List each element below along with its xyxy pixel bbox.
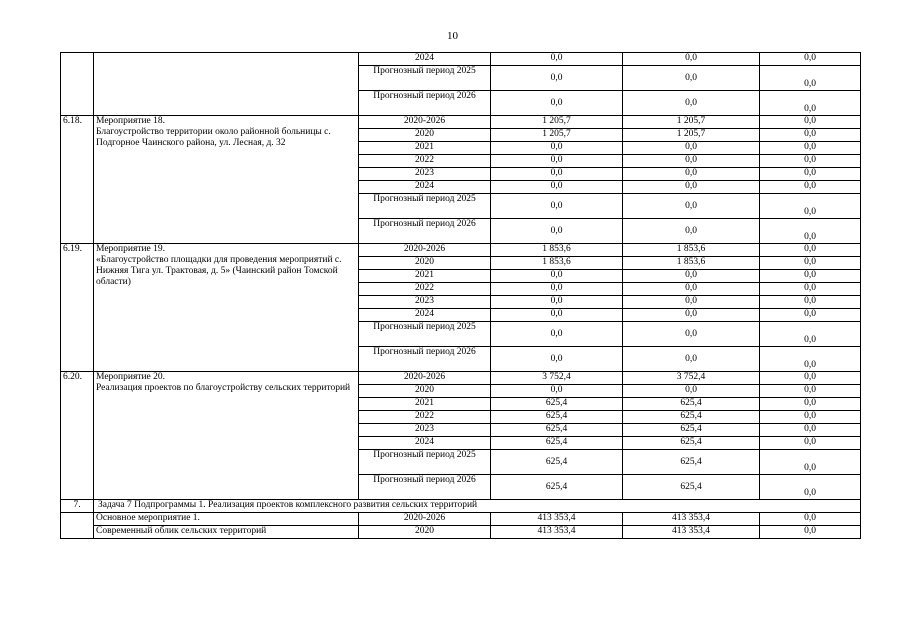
value-cell-v1: 413 353,4	[491, 526, 623, 539]
value-cell-v3: 0,0	[760, 66, 861, 91]
value-cell-v3: 0,0	[760, 513, 861, 526]
value-cell-v1: 0,0	[491, 309, 623, 322]
period-cell: 2022	[359, 283, 491, 296]
period-cell: 2020-2026	[359, 372, 491, 385]
value-cell-v3: 0,0	[760, 53, 861, 66]
value-cell-v2: 1 205,7	[623, 116, 760, 129]
value-cell-v3: 0,0	[760, 116, 861, 129]
value-cell-v3: 0,0	[760, 411, 861, 424]
period-cell: 2023	[359, 168, 491, 181]
task-title: Задача 7 Подпрограммы 1. Реализация проектов комплексного развития сельских территорий	[94, 500, 861, 513]
value-cell-v2: 0,0	[623, 181, 760, 194]
task-row	[61, 500, 861, 513]
value-cell-v2: 1 853,6	[623, 257, 760, 270]
value-cell-v3: 0,0	[760, 283, 861, 296]
table-row	[61, 244, 861, 257]
value-cell-v1: 0,0	[491, 168, 623, 181]
value-cell-v1: 0,0	[491, 66, 623, 91]
value-cell-v1: 0,0	[491, 270, 623, 283]
row-number-cell	[61, 53, 94, 116]
value-cell-v2: 3 752,4	[623, 372, 760, 385]
period-cell: 2020-2026	[359, 513, 491, 526]
value-cell-v3: 0,0	[760, 450, 861, 475]
value-cell-v3: 0,0	[760, 168, 861, 181]
value-cell-v3: 0,0	[760, 155, 861, 168]
value-cell-v3: 0,0	[760, 129, 861, 142]
value-cell-v2: 0,0	[623, 168, 760, 181]
measure-name-cell	[94, 244, 359, 372]
measure-number: 6.20.	[61, 372, 94, 500]
value-cell-v1: 0,0	[491, 347, 623, 372]
page-number: 10	[447, 30, 458, 42]
value-cell-v3: 0,0	[760, 309, 861, 322]
measure-description: Благоустройство территории около районной больницы с. Подгорное Чаинского района, ул. Лесная, д. 32	[96, 127, 331, 148]
value-cell-v2: 625,4	[623, 411, 760, 424]
value-cell-v2: 0,0	[623, 142, 760, 155]
value-cell-v1: 0,0	[491, 142, 623, 155]
value-cell-v2: 0,0	[623, 270, 760, 283]
value-cell-v2: 0,0	[623, 296, 760, 309]
value-cell-v3: 0,0	[760, 385, 861, 398]
measure-name-cell	[94, 116, 359, 244]
value-cell-v2: 0,0	[623, 385, 760, 398]
value-cell-v1: 625,4	[491, 437, 623, 450]
measure-description: «Благоустройство площадки для проведения мероприятий с. Нижняя Тига ул. Трактовая, д. 5» (Чаинский район Томской области)	[96, 255, 342, 287]
budget-table-body	[61, 53, 861, 539]
value-cell-v3: 0,0	[760, 424, 861, 437]
measure-description: Реализация проектов по благоустройству сельских территорий	[96, 383, 351, 393]
period-cell: Прогнозный период 2025	[359, 450, 491, 475]
measure-title: Мероприятие 19.	[96, 244, 166, 254]
measure-name-cell: Современный облик сельских территорий	[94, 526, 359, 539]
value-cell-v1: 3 752,4	[491, 372, 623, 385]
value-cell-v1: 625,4	[491, 475, 623, 500]
value-cell-v2: 625,4	[623, 398, 760, 411]
period-cell: 2024	[359, 309, 491, 322]
period-cell: Прогнозный период 2026	[359, 475, 491, 500]
value-cell-v1: 0,0	[491, 53, 623, 66]
value-cell-v3: 0,0	[760, 475, 861, 500]
row-number-cell	[61, 513, 94, 539]
value-cell-v3: 0,0	[760, 526, 861, 539]
value-cell-v1: 1 205,7	[491, 129, 623, 142]
value-cell-v2: 625,4	[623, 450, 760, 475]
budget-table	[60, 52, 861, 539]
period-cell: 2020	[359, 385, 491, 398]
period-cell: Прогнозный период 2026	[359, 91, 491, 116]
measure-name-cell: Основное мероприятие 1.	[94, 513, 359, 526]
table-row	[61, 116, 861, 129]
period-cell: 2020	[359, 526, 491, 539]
value-cell-v1: 1 853,6	[491, 244, 623, 257]
value-cell-v2: 0,0	[623, 66, 760, 91]
value-cell-v2: 0,0	[623, 219, 760, 244]
value-cell-v3: 0,0	[760, 322, 861, 347]
period-cell: 2020	[359, 129, 491, 142]
value-cell-v2: 625,4	[623, 424, 760, 437]
value-cell-v1: 625,4	[491, 411, 623, 424]
period-cell: 2023	[359, 424, 491, 437]
period-cell: 2023	[359, 296, 491, 309]
table-row	[61, 526, 861, 539]
period-cell: 2022	[359, 155, 491, 168]
value-cell-v3: 0,0	[760, 296, 861, 309]
value-cell-v1: 0,0	[491, 91, 623, 116]
value-cell-v2: 413 353,4	[623, 526, 760, 539]
value-cell-v2: 0,0	[623, 309, 760, 322]
period-cell: 2020	[359, 257, 491, 270]
value-cell-v3: 0,0	[760, 257, 861, 270]
table-row	[61, 513, 861, 526]
period-cell: Прогнозный период 2025	[359, 194, 491, 219]
value-cell-v3: 0,0	[760, 437, 861, 450]
value-cell-v1: 1 205,7	[491, 116, 623, 129]
value-cell-v1: 413 353,4	[491, 513, 623, 526]
value-cell-v3: 0,0	[760, 91, 861, 116]
value-cell-v2: 1 853,6	[623, 244, 760, 257]
period-cell: 2020-2026	[359, 116, 491, 129]
value-cell-v1: 625,4	[491, 424, 623, 437]
value-cell-v1: 0,0	[491, 155, 623, 168]
value-cell-v1: 625,4	[491, 398, 623, 411]
period-cell: 2021	[359, 398, 491, 411]
value-cell-v3: 0,0	[760, 398, 861, 411]
value-cell-v2: 0,0	[623, 347, 760, 372]
measure-name-cell	[94, 372, 359, 500]
value-cell-v3: 0,0	[760, 347, 861, 372]
table-row	[61, 372, 861, 385]
value-cell-v1: 0,0	[491, 181, 623, 194]
period-cell: 2021	[359, 270, 491, 283]
value-cell-v2: 0,0	[623, 194, 760, 219]
value-cell-v1: 625,4	[491, 450, 623, 475]
value-cell-v2: 0,0	[623, 155, 760, 168]
measure-name-cell	[94, 53, 359, 116]
value-cell-v2: 1 205,7	[623, 129, 760, 142]
period-cell: Прогнозный период 2025	[359, 322, 491, 347]
value-cell-v1: 0,0	[491, 296, 623, 309]
period-cell: Прогнозный период 2026	[359, 347, 491, 372]
value-cell-v2: 625,4	[623, 437, 760, 450]
value-cell-v2: 0,0	[623, 53, 760, 66]
value-cell-v3: 0,0	[760, 270, 861, 283]
value-cell-v3: 0,0	[760, 142, 861, 155]
value-cell-v3: 0,0	[760, 181, 861, 194]
period-cell: 2020-2026	[359, 244, 491, 257]
period-cell: Прогнозный период 2026	[359, 219, 491, 244]
value-cell-v1: 0,0	[491, 219, 623, 244]
measure-title: Мероприятие 18.	[96, 116, 166, 126]
period-cell: 2022	[359, 411, 491, 424]
value-cell-v2: 0,0	[623, 283, 760, 296]
period-cell: 2024	[359, 437, 491, 450]
measure-title: Мероприятие 20.	[96, 372, 166, 382]
value-cell-v2: 0,0	[623, 322, 760, 347]
task-number: 7.	[61, 500, 94, 513]
value-cell-v2: 625,4	[623, 475, 760, 500]
period-cell: 2024	[359, 181, 491, 194]
period-cell: 2021	[359, 142, 491, 155]
period-cell: Прогнозный период 2025	[359, 66, 491, 91]
value-cell-v3: 0,0	[760, 194, 861, 219]
value-cell-v2: 0,0	[623, 91, 760, 116]
value-cell-v1: 0,0	[491, 322, 623, 347]
period-cell: 2024	[359, 53, 491, 66]
value-cell-v1: 1 853,6	[491, 257, 623, 270]
value-cell-v2: 413 353,4	[623, 513, 760, 526]
table-row	[61, 53, 861, 66]
value-cell-v3: 0,0	[760, 219, 861, 244]
value-cell-v3: 0,0	[760, 244, 861, 257]
measure-number: 6.19.	[61, 244, 94, 372]
value-cell-v3: 0,0	[760, 372, 861, 385]
value-cell-v1: 0,0	[491, 385, 623, 398]
measure-number: 6.18.	[61, 116, 94, 244]
value-cell-v1: 0,0	[491, 194, 623, 219]
value-cell-v1: 0,0	[491, 283, 623, 296]
